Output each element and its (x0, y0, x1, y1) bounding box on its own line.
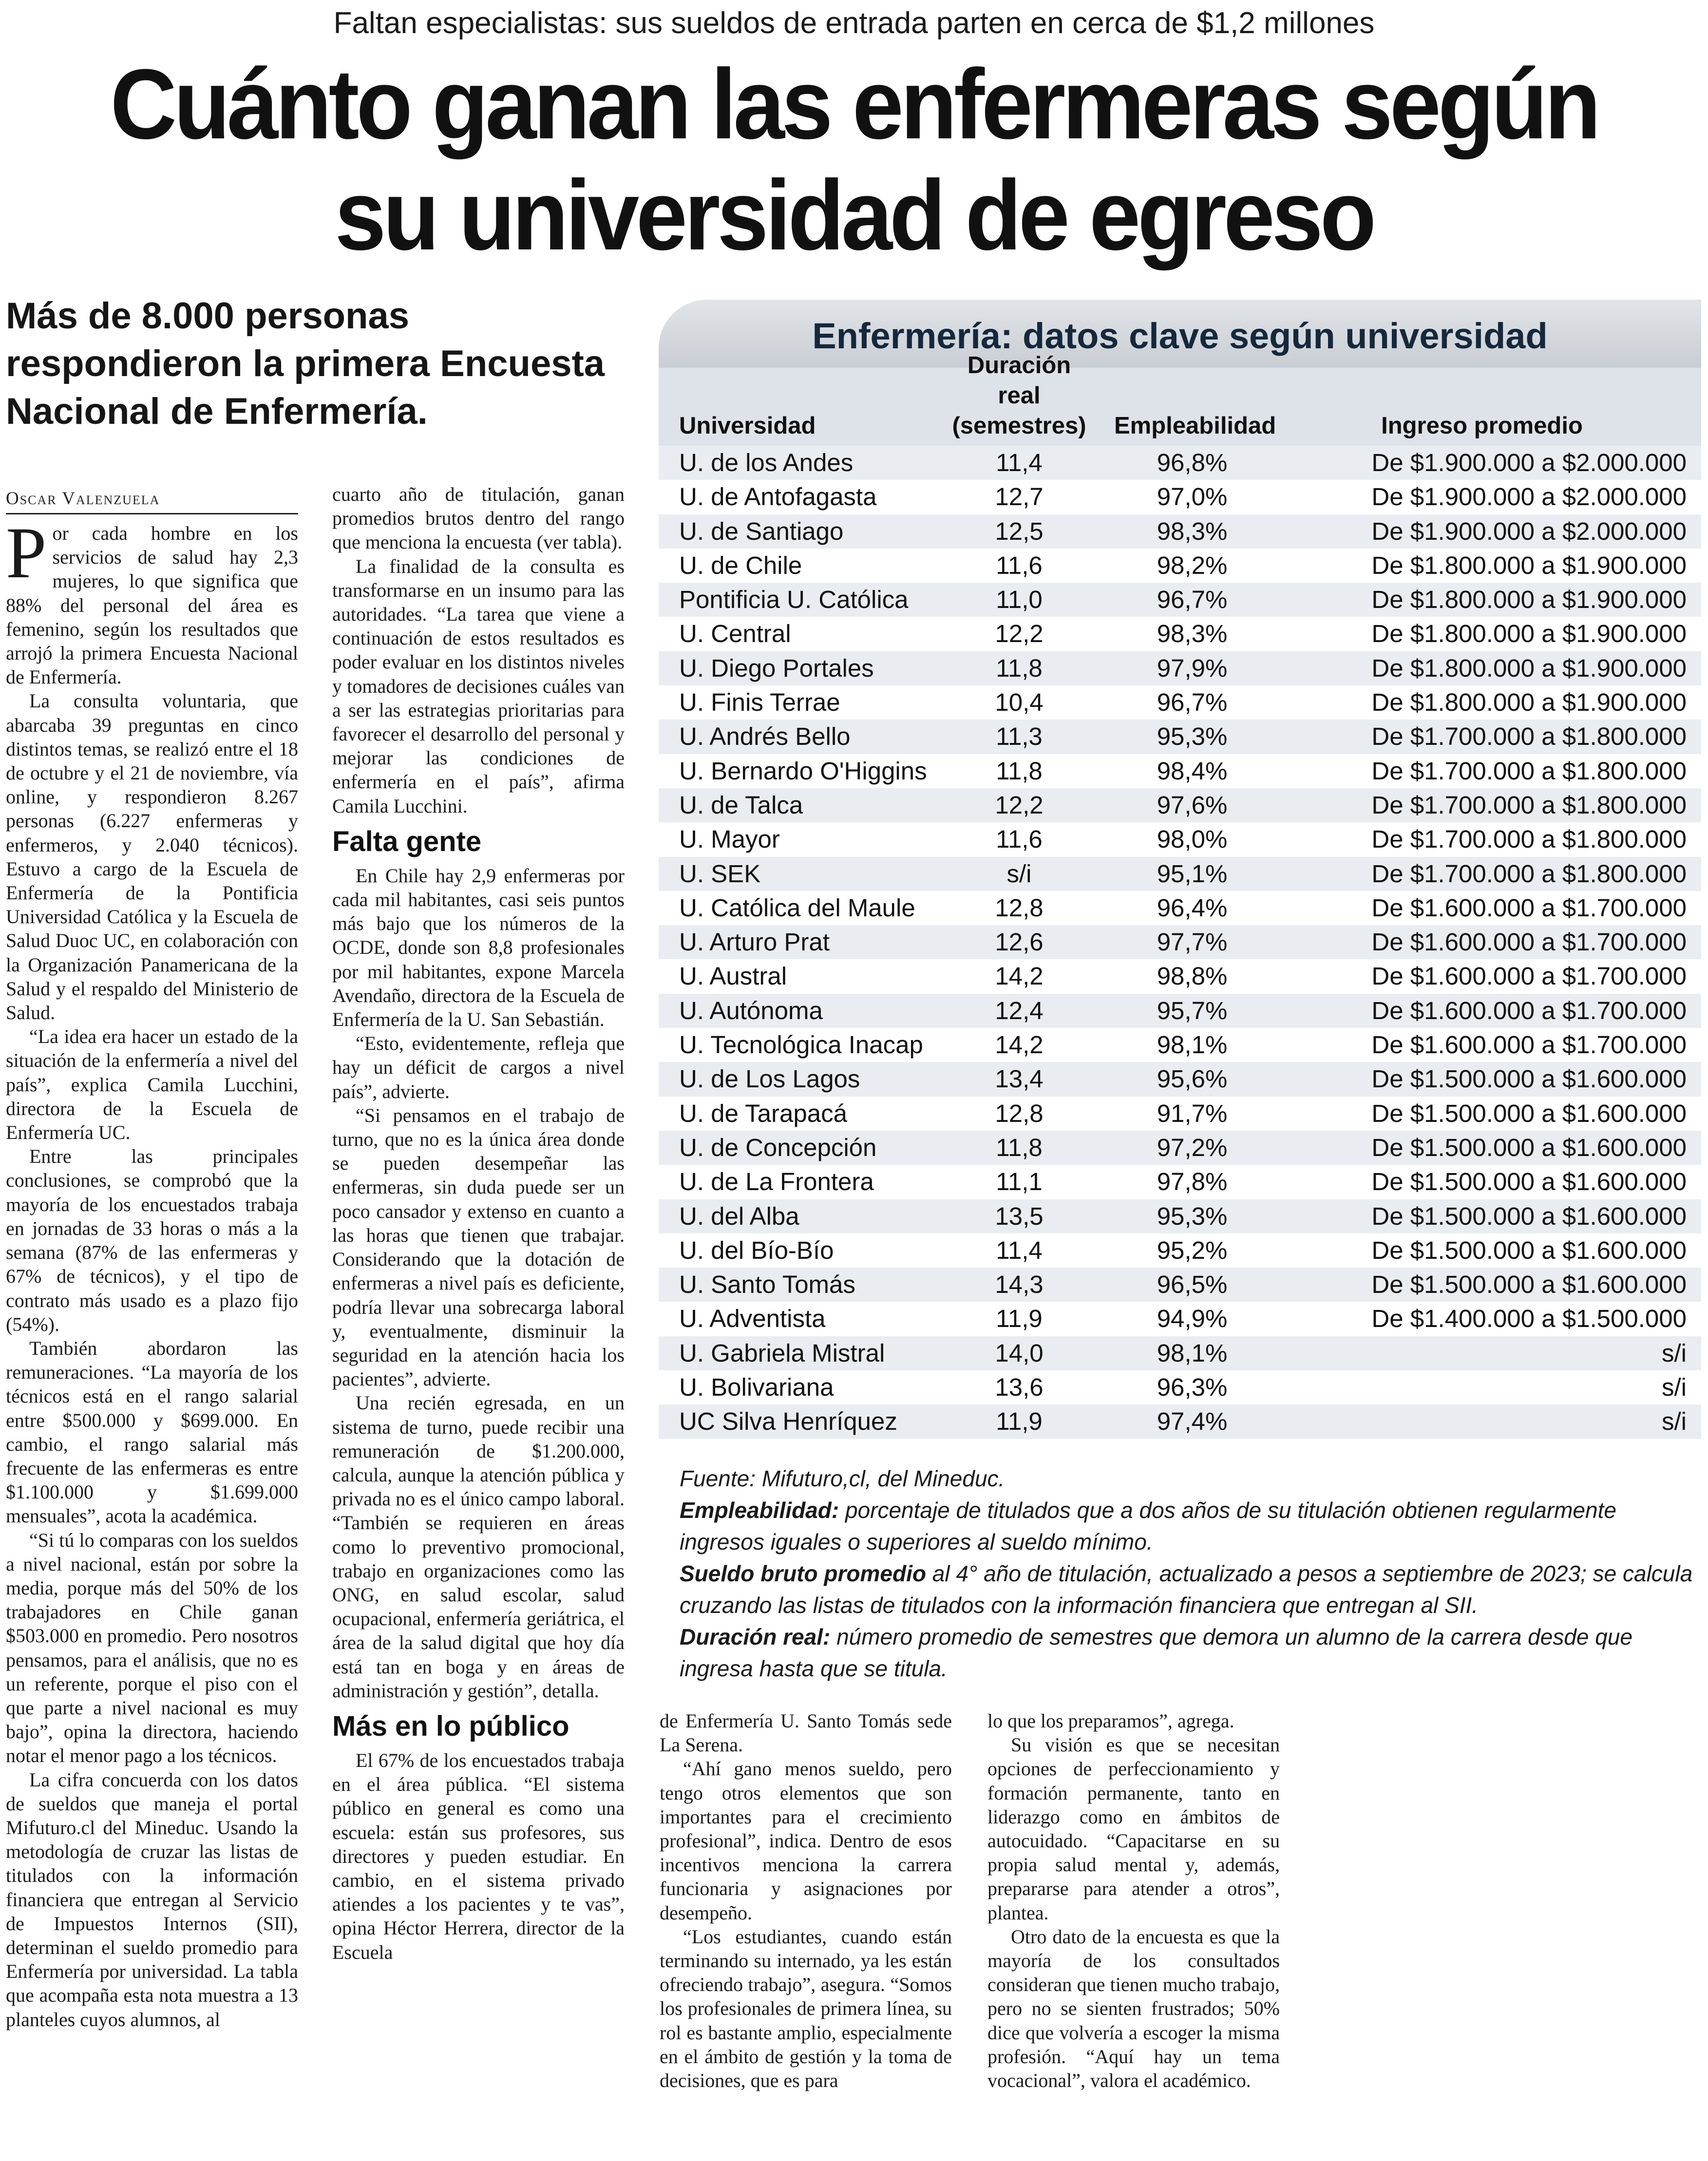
table-row (659, 651, 1701, 685)
article-column-4 (987, 1709, 1280, 2092)
paragraph: cuarto año de titulación, ganan promedios brutos dentro del rango que menciona la encuesta (ver tabla). (332, 483, 625, 553)
cell-ingreso: De $1.700.000 a $1.800.000 (1371, 757, 1687, 785)
headline-line-2: su universidad de egreso (335, 160, 1373, 271)
article-column-3 (660, 1709, 952, 2092)
cell-duracion: 14,2 (995, 962, 1044, 990)
column-header-empleabilidad: Empleabilidad (1114, 413, 1276, 439)
cell-universidad: U. de Talca (679, 791, 803, 819)
table-notes (680, 1463, 1693, 1685)
cell-ingreso: De $1.800.000 a $1.900.000 (1371, 586, 1687, 614)
cell-empleabilidad: 95,7% (1157, 996, 1228, 1024)
article-column-1 (6, 512, 298, 2031)
cell-empleabilidad: 97,7% (1157, 928, 1228, 956)
cell-universidad: U. de Concepción (679, 1133, 877, 1161)
cell-universidad: U. Tecnológica Inacap (679, 1031, 923, 1059)
cell-universidad: U. Mayor (679, 825, 780, 853)
cell-empleabilidad: 97,6% (1157, 791, 1228, 819)
deck: Más de 8.000 personas respondieron la primera Encuesta Nacional de Enfermería. (6, 295, 605, 432)
cell-ingreso: De $1.700.000 a $1.800.000 (1371, 791, 1687, 819)
cell-universidad: U. Austral (679, 962, 787, 990)
cell-duracion: 12,8 (995, 1099, 1044, 1127)
table-row (659, 788, 1701, 822)
cell-empleabilidad: 97,8% (1157, 1168, 1228, 1196)
table-row (659, 583, 1701, 617)
cell-duracion: 11,6 (996, 551, 1043, 579)
paragraph: Por cada hombre en los servicios de salud hay 2,3 mujeres, lo que significa que 88% del personal del área es femenino, según los resultados que arrojó la primera Encuesta Nacional de Enfermería. (6, 512, 298, 688)
cell-ingreso: De $1.900.000 a $2.000.000 (1371, 483, 1687, 511)
cell-duracion: 12,2 (995, 791, 1044, 819)
note-duracion: Duración real: número promedio de semestres que demora un alumno de la carrera desde que ingresa hasta que se titula. (680, 1624, 1633, 1681)
column-header-universidad: Universidad (679, 413, 816, 439)
cell-duracion: 11,4 (996, 449, 1043, 476)
cell-universidad: U. Diego Portales (679, 654, 874, 682)
table-row (659, 1199, 1701, 1233)
cell-ingreso: De $1.800.000 a $1.900.000 (1371, 688, 1687, 717)
cell-ingreso: De $1.700.000 a $1.800.000 (1371, 722, 1687, 751)
cell-empleabilidad: 95,3% (1157, 722, 1228, 751)
paragraph: La finalidad de la consulta es transformarse en un insumo para las autoridades. “La tarea que viene a continuación de estos resultados es poder evaluar en los distintos niveles y tomadores de decisiones cuáles van a ser las estrategias prioritarias para favorecer el desarrollo del personal y mejorar las condiciones de enfermería en el país”, afirma Camila Lucchini. (332, 555, 625, 817)
cell-universidad: U. Andrés Bello (679, 722, 851, 751)
cell-duracion: 12,5 (995, 517, 1044, 545)
paragraph: “Ahí gano menos sueldo, pero tengo otros elementos que son importantes para el crecimiento profesional”, indica. Dentro de esos incentivos menciona la carrera funcionaria y asignaciones por desempeño. (660, 1758, 952, 1924)
table-row (659, 446, 1701, 480)
cell-duracion: 12,8 (995, 893, 1044, 922)
drop-cap: P (6, 512, 47, 593)
cell-ingreso: De $1.700.000 a $1.800.000 (1371, 859, 1687, 888)
cell-universidad: U. SEK (679, 859, 761, 888)
cell-ingreso: De $1.600.000 a $1.700.000 (1371, 962, 1687, 990)
cell-ingreso: De $1.500.000 a $1.600.000 (1371, 1270, 1687, 1299)
cell-ingreso: De $1.600.000 a $1.700.000 (1371, 996, 1687, 1024)
cell-duracion: 13,6 (995, 1373, 1044, 1402)
table-row (659, 925, 1701, 959)
paragraph: Una recién egresada, en un sistema de turno, puede recibir una remuneración de $1.200.000, calcula, aunque la atención pública y privada no es el único campo laboral. “También se requieren en áreas como lo preventivo promocional, trabajo en organizaciones como las ONG, en salud escolar, salud ocupacional, enfermería geriátrica, el área de la salud digital que hoy día está tan en boga y en áreas de administración y gestión”, detalla. (332, 1392, 625, 1702)
cell-ingreso: De $1.500.000 a $1.600.000 (1371, 1099, 1687, 1127)
cell-ingreso: s/i (1662, 1407, 1687, 1436)
table-row (659, 1165, 1701, 1199)
cell-empleabilidad: 96,7% (1157, 688, 1228, 717)
paragraph: Entre las principales conclusiones, se comprobó que la mayoría de los encuestados trabaja en jornadas de 33 horas o más a la semana (87% de las enfermeras y 67% de técnicos), y el tipo de contrato más usado es a plazo fijo (54%). (6, 1145, 298, 1335)
cell-universidad: U. del Alba (679, 1202, 799, 1230)
cell-duracion: 11,3 (996, 722, 1043, 751)
cell-duracion: 11,1 (996, 1168, 1043, 1196)
subheading-mas-en-lo-publico: Más en lo público (332, 1710, 569, 1742)
cell-universidad: U. de Tarapacá (679, 1099, 847, 1127)
headline (69, 49, 1639, 271)
paragraph: La consulta voluntaria, que abarcaba 39 preguntas en cinco distintos temas, se realizó entre el 18 de octubre y el 21 de noviembre, vía online, y respondieron 8.267 personas (6.227 enfermeras y enfermeros, y 2.040 técnicos). Estuvo a cargo de la Escuela de Enfermería de la Pontificia Universidad Católica y la Escuela de Salud Duoc UC, en colaboración con la Organización Panamericana de la Salud y el respaldo del Ministerio de Salud. (6, 690, 298, 1024)
table-row (659, 1404, 1701, 1439)
cell-duracion: 11,6 (996, 825, 1043, 853)
cell-duracion: 14,0 (995, 1339, 1044, 1367)
table-row (659, 1370, 1701, 1404)
paragraph: “Esto, evidentemente, refleja que hay un déficit de cargos a nivel país”, advierte. (332, 1032, 625, 1102)
table-row (659, 891, 1701, 925)
data-table (659, 352, 1701, 1439)
cell-ingreso: De $1.500.000 a $1.600.000 (1371, 1168, 1687, 1196)
column-header-ingreso: Ingreso promedio (1381, 413, 1583, 439)
kicker: Faltan especialistas: sus sueldos de entrada parten en cerca de $1,2 millones (333, 6, 1375, 40)
cell-empleabilidad: 96,4% (1157, 893, 1228, 922)
paragraph: El 67% de los encuestados trabaja en el área pública. “El sistema público en general es como una escuela: están sus profesores, sus directores y pueden estudiar. En cambio, en el sistema privado atiendes a los pacientes y te vas”, opina Héctor Herrera, director de la Escuela (332, 1749, 625, 1963)
cell-duracion: 11,4 (996, 1236, 1043, 1264)
table-row (659, 480, 1701, 514)
table-row (659, 857, 1701, 891)
cell-duracion: 11,8 (996, 1133, 1043, 1161)
table-row (659, 1131, 1701, 1165)
cell-universidad: U. Adventista (679, 1305, 826, 1333)
cell-universidad: U. de Chile (679, 551, 802, 579)
headline-line-1: Cuánto ganan las enfermeras según (110, 49, 1598, 160)
cell-duracion: 12,2 (995, 620, 1044, 648)
note-sueldo: Sueldo bruto promedio al 4° año de titulación, actualizado a pesos a septiembre de 2023; se calcula cruzando las listas de titulados con la información financiera que entregan al SII. (680, 1561, 1693, 1618)
cell-ingreso: s/i (1662, 1339, 1687, 1367)
paragraph: “Si tú lo comparas con los sueldos a nivel nacional, están por sobre la media, porque más del 50% de los trabajadores en Chile ganan $503.000 en promedio. Pero nosotros pensamos, para el análisis, que no es un referente, porque el piso con el que parte a nivel nacional es muy bajo”, opina la directora, haciendo notar el menor pago a los técnicos. (6, 1529, 298, 1767)
paragraph: Su visión es que se necesitan opciones de perfeccionamiento y formación permanente, tanto en liderazgo como en ámbitos de autocuidado. “Capacitarse en su propia salud mental y, además, prepararse para atender a otros”, plantea. (987, 1734, 1280, 1924)
table-row (659, 994, 1701, 1028)
cell-duracion: s/i (1006, 859, 1032, 888)
paragraph: de Enfermería U. Santo Tomás sede La Serena. (660, 1710, 952, 1756)
cell-universidad: U. de La Frontera (679, 1168, 874, 1196)
cell-duracion: 12,6 (995, 928, 1044, 956)
table-row (659, 1097, 1701, 1131)
paragraph: “La idea era hacer un estado de la situación de la enfermería a nivel del país”, explica Camila Lucchini, directora de la Escuela de Enfermería UC. (6, 1025, 298, 1144)
paragraph: En Chile hay 2,9 enfermeras por cada mil habitantes, casi seis puntos más bajo que los números de la OCDE, donde son 8,8 profesionales por mil habitantes, expone Marcela Avendaño, directora de la Escuela de Enfermería de la U. San Sebastián. (332, 864, 625, 1031)
table-row (659, 754, 1701, 788)
table-row (659, 822, 1701, 856)
table-row (659, 1028, 1701, 1062)
cell-empleabilidad: 96,7% (1157, 586, 1228, 614)
cell-universidad: U. Católica del Maule (679, 893, 915, 922)
cell-universidad: U. Bolivariana (679, 1373, 834, 1402)
cell-universidad: U. de Los Lagos (679, 1065, 860, 1093)
cell-duracion: 13,4 (995, 1065, 1044, 1093)
cell-duracion: 13,5 (995, 1202, 1044, 1230)
paragraph: La cifra concuerda con los datos de sueldos que maneja el portal Mifuturo.cl del Mineduc. Usando la metodología de cruzar las listas de titulados con la información financiera que entregan al Servicio de Impuestos Internos (SII), determinan el sueldo promedio para Enfermería por universidad. La tabla que acompaña esta nota muestra a 13 planteles cuyos alumnos, al (6, 1768, 298, 2030)
cell-empleabilidad: 98,4% (1157, 757, 1228, 785)
cell-ingreso: De $1.600.000 a $1.700.000 (1371, 1031, 1687, 1059)
cell-ingreso: De $1.500.000 a $1.600.000 (1371, 1133, 1687, 1161)
cell-duracion: 11,8 (996, 654, 1043, 682)
cell-universidad: U. de Santiago (679, 517, 844, 545)
paragraph: También abordaron las remuneraciones. “La mayoría de los técnicos está en el rango salarial entre $500.000 y $699.000. En cambio, el rango salarial más frecuente de las enfermeras es entre $1.100.000 y $1.699.000 mensuales”, acota la académica. (6, 1337, 298, 1527)
cell-ingreso: De $1.800.000 a $1.900.000 (1371, 620, 1687, 648)
cell-empleabilidad: 95,3% (1157, 1202, 1228, 1230)
cell-empleabilidad: 98,2% (1157, 551, 1228, 579)
cell-empleabilidad: 97,2% (1157, 1133, 1228, 1161)
paragraph: “Los estudiantes, cuando están terminando su internado, ya les están ofreciendo trabajo”, asegura. “Somos los profesionales de primera línea, su rol es bastante amplio, especialmente en el ámbito de gestión y la toma de decisiones, que es para (660, 1925, 952, 2092)
cell-universidad: U. Central (679, 620, 791, 648)
cell-duracion: 11,8 (996, 757, 1043, 785)
table-header (659, 352, 1701, 446)
cell-universidad: U. Bernardo O'Higgins (679, 757, 927, 785)
cell-empleabilidad: 98,3% (1157, 620, 1228, 648)
cell-empleabilidad: 96,8% (1157, 449, 1228, 476)
table-title: Enfermería: datos clave según universidad (659, 300, 1701, 368)
cell-empleabilidad: 97,4% (1157, 1407, 1228, 1436)
cell-universidad: UC Silva Henríquez (679, 1407, 897, 1436)
byline: Oscar Valenzuela (6, 488, 298, 514)
cell-duracion: 11,0 (996, 586, 1043, 614)
cell-ingreso: s/i (1662, 1373, 1687, 1402)
article-column-2 (332, 482, 625, 1964)
cell-universidad: U. Finis Terrae (679, 688, 840, 717)
cell-empleabilidad: 91,7% (1157, 1099, 1228, 1127)
table-row (659, 549, 1701, 583)
cell-ingreso: De $1.500.000 a $1.600.000 (1371, 1236, 1687, 1264)
cell-duracion: 11,9 (996, 1407, 1043, 1436)
column-header-duracion: Duración real (semestres) (952, 352, 1086, 439)
table-row (659, 720, 1701, 754)
cell-empleabilidad: 98,3% (1157, 517, 1228, 545)
cell-universidad: U. Santo Tomás (679, 1270, 855, 1299)
cell-ingreso: De $1.400.000 a $1.500.000 (1371, 1305, 1687, 1333)
paragraph: lo que los preparamos”, agrega. (987, 1710, 1234, 1732)
note-source: Fuente: Mifuturo,cl, del Mineduc. (680, 1466, 1005, 1491)
table-row (659, 1062, 1701, 1096)
cell-ingreso: De $1.900.000 a $2.000.000 (1371, 449, 1687, 476)
cell-empleabilidad: 94,9% (1157, 1305, 1228, 1333)
cell-empleabilidad: 97,0% (1157, 483, 1228, 511)
cell-duracion: 14,3 (995, 1270, 1044, 1299)
cell-universidad: U. de Antofagasta (679, 483, 877, 511)
paragraph: “Si pensamos en el trabajo de turno, que no es la única área donde se pueden desempeñar las enfermeras, sin duda puede ser un poco cansador y extenso en cuanto a las horas que tienen que trabajar. Considerando que la dotación de enfermeras a nivel país es deficiente, podría llevar una sobrecarga laboral y, eventualmente, disminuir la seguridad en la atención hacia los pacientes”, advierte. (332, 1104, 625, 1390)
cell-empleabilidad: 98,1% (1157, 1031, 1228, 1059)
note-empleabilidad: Empleabilidad: porcentaje de titulados que a dos años de su titulación obtienen regularmente ingresos iguales o superiores al sueldo mínimo. (680, 1498, 1616, 1554)
table-row (659, 685, 1701, 720)
cell-duracion: 12,4 (995, 996, 1044, 1024)
cell-empleabilidad: 96,5% (1157, 1270, 1228, 1299)
cell-duracion: 11,9 (996, 1305, 1043, 1333)
table-row (659, 959, 1701, 993)
cell-universidad: U. del Bío-Bío (679, 1236, 834, 1264)
cell-empleabilidad: 98,1% (1157, 1339, 1228, 1367)
table-row (659, 1336, 1701, 1370)
cell-ingreso: De $1.800.000 a $1.900.000 (1371, 551, 1687, 579)
table-row (659, 1302, 1701, 1336)
cell-empleabilidad: 95,6% (1157, 1065, 1228, 1093)
table-row (659, 1233, 1701, 1268)
cell-duracion: 14,2 (995, 1031, 1044, 1059)
paragraph: Otro dato de la encuesta es que la mayoría de los consultados consideran que tienen mucho trabajo, pero no se sienten frustrados; 50% dice que volvería a escoger la misma profesión. “Aquí hay un tema vocacional”, valora el académico. (987, 1925, 1280, 2092)
cell-duracion: 10,4 (995, 688, 1044, 717)
cell-ingreso: De $1.600.000 a $1.700.000 (1371, 893, 1687, 922)
cell-universidad: Pontificia U. Católica (679, 586, 909, 614)
table-body (659, 446, 1701, 1439)
table-row (659, 1268, 1701, 1302)
cell-empleabilidad: 98,0% (1157, 825, 1228, 853)
cell-ingreso: De $1.800.000 a $1.900.000 (1371, 654, 1687, 682)
cell-universidad: U. de los Andes (679, 449, 854, 476)
cell-empleabilidad: 97,9% (1157, 654, 1228, 682)
cell-ingreso: De $1.900.000 a $2.000.000 (1371, 517, 1687, 545)
cell-universidad: U. Autónoma (679, 996, 823, 1024)
table-row (659, 514, 1701, 549)
cell-empleabilidad: 95,2% (1157, 1236, 1228, 1264)
cell-ingreso: De $1.700.000 a $1.800.000 (1371, 825, 1687, 853)
cell-ingreso: De $1.600.000 a $1.700.000 (1371, 928, 1687, 956)
subheading-falta-gente: Falta gente (332, 825, 482, 857)
cell-ingreso: De $1.500.000 a $1.600.000 (1371, 1065, 1687, 1093)
table-row (659, 617, 1701, 651)
cell-empleabilidad: 96,3% (1157, 1373, 1228, 1402)
cell-universidad: U. Gabriela Mistral (679, 1339, 885, 1367)
cell-ingreso: De $1.500.000 a $1.600.000 (1371, 1202, 1687, 1230)
cell-universidad: U. Arturo Prat (679, 928, 830, 956)
cell-empleabilidad: 98,8% (1157, 962, 1228, 990)
cell-empleabilidad: 95,1% (1157, 859, 1228, 888)
cell-duracion: 12,7 (995, 483, 1044, 511)
